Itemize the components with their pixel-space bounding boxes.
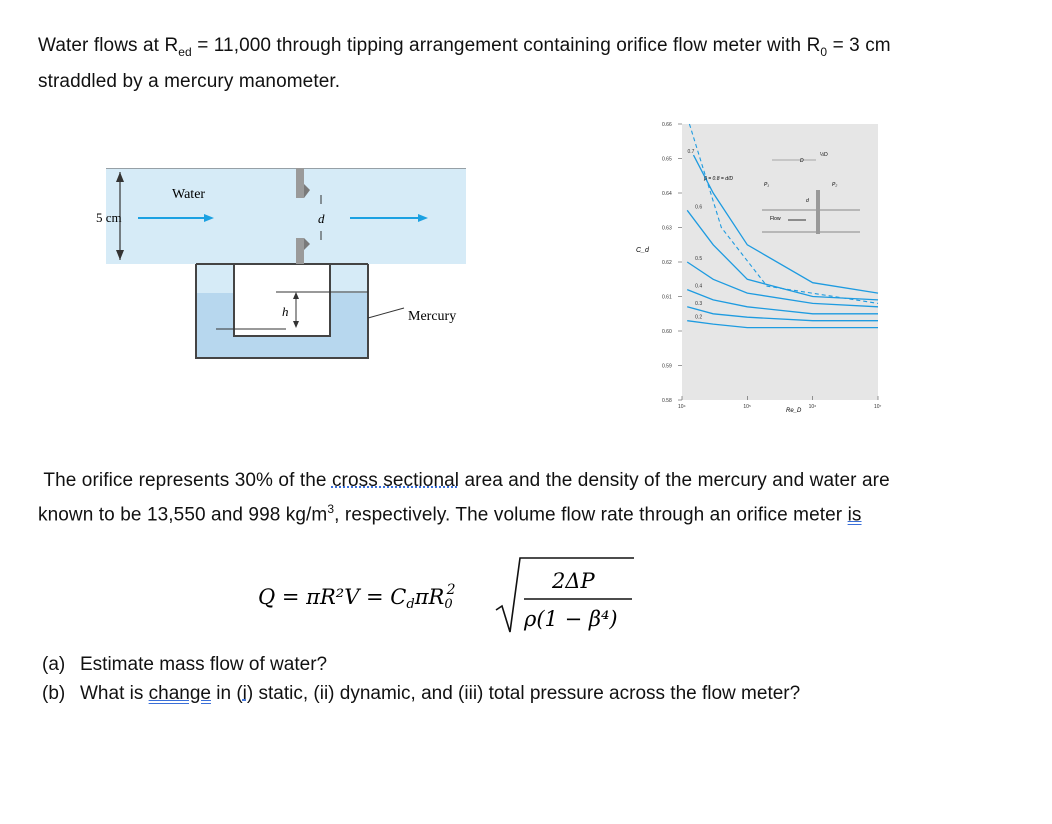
x-tick-label: 10⁷ — [874, 404, 882, 410]
water-label: Water — [172, 187, 206, 202]
mercury-label: Mercury — [408, 309, 457, 324]
inset-D-label: D — [800, 158, 804, 164]
series-label-0.5: 0.5 — [695, 256, 703, 262]
inset-flow-label: Flow — [770, 216, 781, 222]
inset-p1-label: P₁ — [764, 182, 769, 188]
y-tick-label: 0.62 — [662, 260, 672, 266]
y-tick-label: 0.64 — [662, 191, 672, 197]
dimension-5cm-label: 5 cm — [96, 210, 122, 225]
discharge-coefficient-chart — [620, 112, 890, 422]
chart-x-axis-label: Re_D — [786, 408, 802, 414]
chart-y-axis-label: C_d — [636, 247, 649, 254]
x-tick-label: 10⁵ — [743, 404, 751, 410]
beta-dashed-label: β = 0.8 = d/D — [704, 176, 733, 182]
inset-d-label: d — [806, 198, 809, 204]
flow-rate-formula — [258, 550, 648, 640]
y-tick-label: 0.66 — [662, 122, 672, 128]
series-label-0.3: 0.3 — [695, 300, 703, 307]
y-tick-label: 0.61 — [662, 294, 672, 301]
y-tick-label: 0.65 — [662, 156, 672, 163]
problem-intro: Water flows at $R_{ed} = 11,000$ through tipping arrangement containing orifice flow meter with $R_0 = 3$ cm straddled by a mercury manometer. — [38, 35, 891, 92]
inset-halfD-label: ½D — [820, 152, 828, 158]
formula-numerator: 2ΔP — [552, 569, 595, 593]
orifice-d-label: d — [318, 211, 325, 226]
y-tick-label: 0.63 — [662, 225, 672, 232]
manometer-diagram — [96, 168, 476, 368]
problem-density-text: The orifice represents 30% of the cross sectional area and the density of the mercury and water are known to be 13,550 and 998 $kg/m^3$, respectively. The volume flow rate through an orifice meter is — [38, 470, 890, 526]
series-label-0.6: 0.6 — [695, 204, 703, 211]
question-a: (a) Estimate mass flow of water? — [42, 654, 328, 675]
inset-p2-label: P₂ — [832, 182, 838, 188]
x-tick-label: 10⁴ — [678, 404, 686, 410]
y-tick-label: 0.59 — [662, 363, 672, 370]
formula-lhs: Q = πR²V = CdπR02 — [258, 582, 456, 612]
height-h-label: h — [282, 304, 289, 319]
question-b: (b) What is change in (i) static, (ii) dynamic, and (iii) total pressure across the flow meter? — [42, 683, 801, 704]
x-tick-label: 10⁶ — [808, 404, 817, 410]
series-label-0.2: 0.2 — [695, 314, 703, 321]
series-label-0.4: 0.4 — [695, 283, 703, 290]
series-label-0.7: 0.7 — [687, 149, 695, 156]
y-tick-label: 0.58 — [662, 398, 672, 404]
formula-denominator: ρ(1 − β⁴) — [524, 607, 618, 631]
y-tick-label: 0.60 — [662, 329, 672, 335]
